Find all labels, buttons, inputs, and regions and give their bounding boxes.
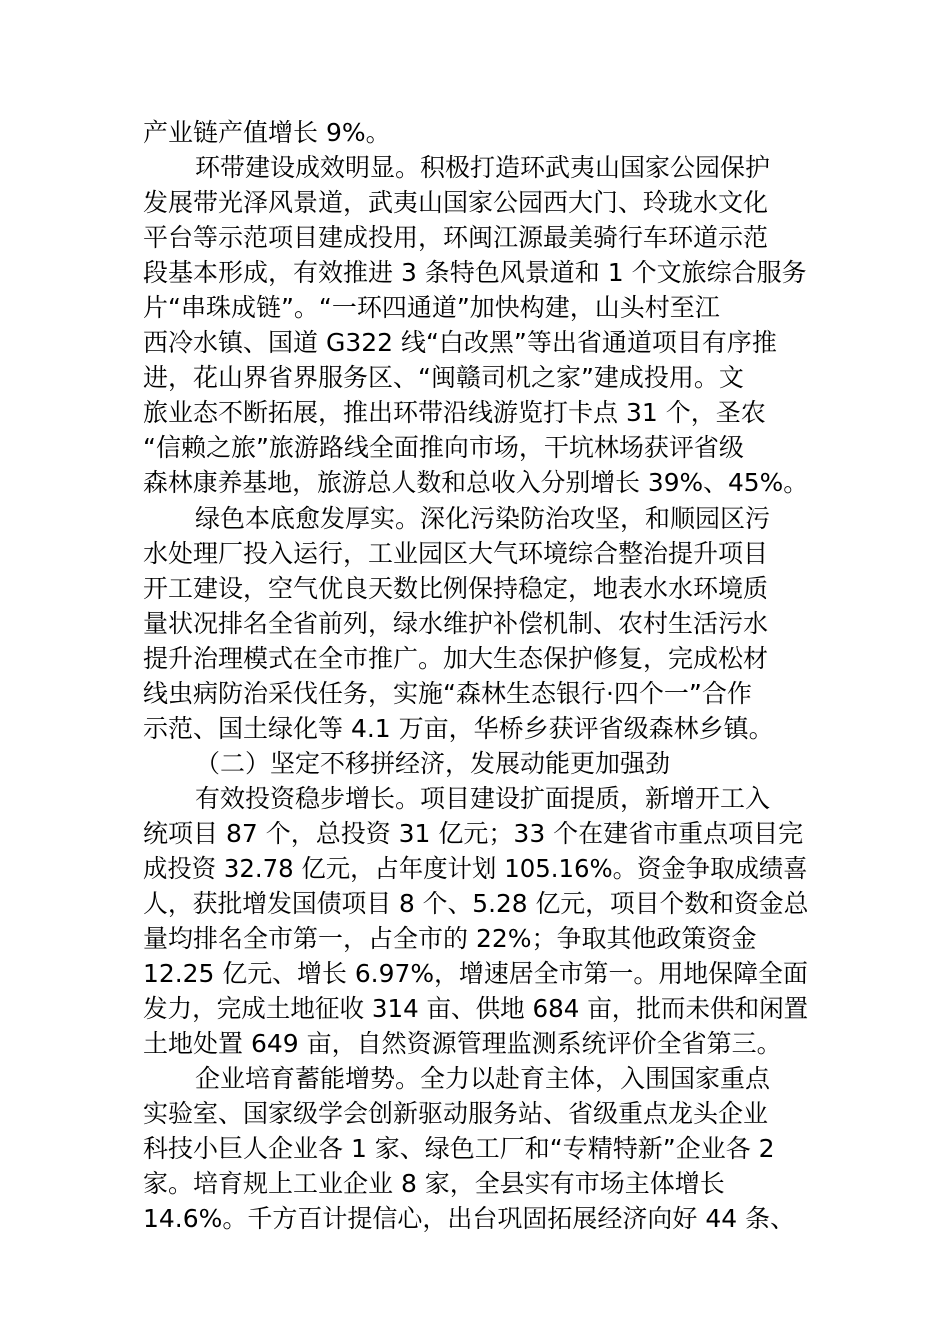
- text-line-1: 产业链产值增长 9%。: [143, 118, 391, 147]
- text-line-18: 示范、国土绿化等 4.1 万亩，华桥乡获评省级森林乡镇。: [143, 714, 774, 743]
- text-line-22: 成投资 32.78 亿元，占年度计划 105.16%。资金争取成绩喜: [143, 854, 808, 883]
- text-line-10: “信赖之旅”旅游路线全面推向市场，干坑林场获评省级: [143, 433, 744, 462]
- text-line-15: 量状况排名全省前列，绿水维护补偿机制、农村生活污水: [143, 609, 769, 638]
- text-line-31: 家。培育规上工业企业 8 家，全县实有市场主体增长: [143, 1169, 725, 1198]
- paragraph-heading-investment: 有效投资稳步增长。项目建设扩面提质，新增开工入: [195, 784, 771, 813]
- text-line-5: 段基本形成，有效推进 3 条特色风景道和 1 个文旅综合服务: [143, 258, 807, 287]
- paragraph-heading-green-base: 绿色本底愈发厚实。深化污染防治攻坚，和顺园区污: [195, 504, 771, 533]
- text-line-6: 片“串珠成链”。“一环四通道”加快构建，山头村至江: [143, 293, 720, 322]
- text-line-7: 西冷水镇、国道 G322 线“白改黑”等出省通道项目有序推: [143, 328, 777, 357]
- text-line-23: 人，获批增发国债项目 8 个、5.28 亿元，项目个数和资金总: [143, 889, 809, 918]
- text-line-9: 旅业态不断拓展，推出环带沿线游览打卡点 31 个，圣农: [143, 398, 766, 427]
- text-line-14: 开工建设，空气优良天数比例保持稳定，地表水水环境质: [143, 574, 769, 603]
- text-line-13: 水处理厂投入运行，工业园区大气环境综合整治提升项目: [143, 539, 769, 568]
- text-line-25: 12.25 亿元、增长 6.97%，增速居全市第一。用地保障全面: [143, 959, 808, 988]
- text-line-21: 统项目 87 个，总投资 31 亿元；33 个在建省市重点项目完: [143, 819, 804, 848]
- text-line-17: 线虫病防治采伐任务，实施“森林生态银行·四个一”合作: [143, 679, 752, 708]
- section-heading-2: （二）坚定不移拼经济，发展动能更加强劲: [195, 749, 671, 778]
- text-line-26: 发力，完成土地征收 314 亩、供地 684 亩，批而未供和闲置: [143, 994, 809, 1023]
- text-line-8: 进，花山界省界服务区、“闽赣司机之家”建成投用。文: [143, 363, 744, 392]
- text-line-4: 平台等示范项目建成投用，环闽江源最美骑行车环道示范: [143, 223, 769, 252]
- paragraph-heading-enterprise: 企业培育蓄能增势。全力以赴育主体，入围国家重点: [195, 1064, 771, 1093]
- text-line-24: 量均排名全市第一，占全市的 22%；争取其他政策资金: [143, 924, 757, 953]
- text-line-30: 科技小巨人企业各 1 家、绿色工厂和“专精特新”企业各 2: [143, 1134, 775, 1163]
- text-line-29: 实验室、国家级学会创新驱动服务站、省级重点龙头企业: [143, 1099, 769, 1128]
- text-line-3: 发展带光泽风景道，武夷山国家公园西大门、玲珑水文化: [143, 188, 769, 217]
- text-line-32: 14.6%。千方百计提信心，出台巩固拓展经济向好 44 条、: [143, 1204, 796, 1233]
- text-line-27: 土地处置 649 亩，自然资源管理监测系统评价全省第三。: [143, 1029, 782, 1058]
- text-line-16: 提升治理模式在全市推广。加大生态保护修复，完成松材: [143, 644, 769, 673]
- paragraph-heading-ring-belt: 环带建设成效明显。积极打造环武夷山国家公园保护: [195, 153, 771, 182]
- text-line-11: 森林康养基地，旅游总人数和总收入分别增长 39%、45%。: [143, 468, 809, 497]
